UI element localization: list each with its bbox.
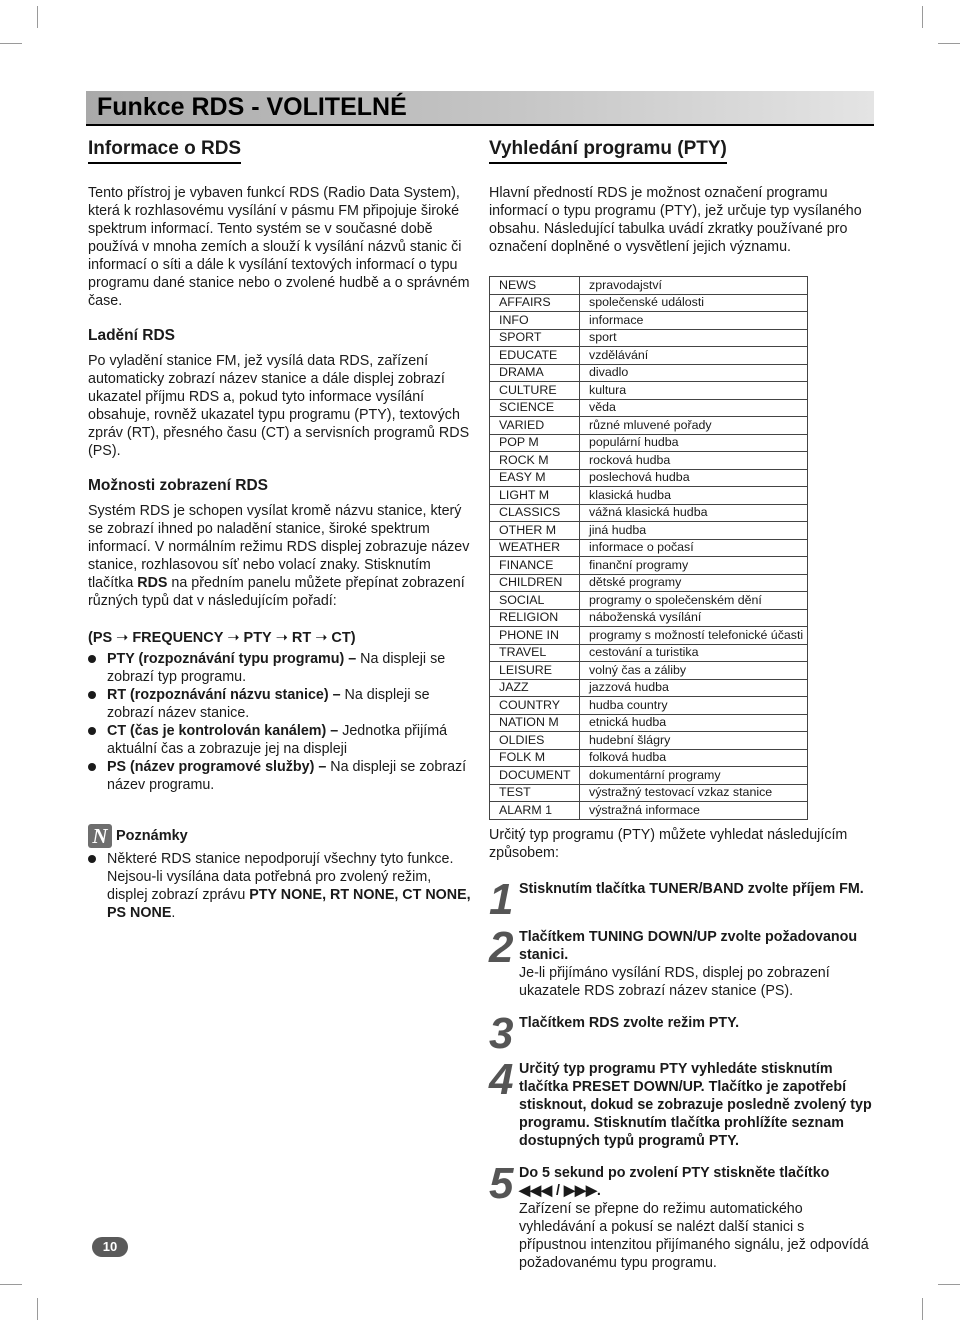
rds-tuning-text: Po vyladění stanice FM, jež vysílá data RDS, zařízení automaticky zobrazí název stanice a dále displej zobrazí ukazatel příjmu RDS a, pokud tyto informace vysílání obsahuje, rovněž ukazatel typu programu (PTY), textových zpráv (RT), přesného času (CT) a servisních programů RDS (PS). bbox=[88, 353, 470, 459]
pty-code: EDUCATE bbox=[490, 347, 580, 365]
arrow-right-icon: ➝ bbox=[275, 630, 288, 646]
arrow-right-icon: ➝ bbox=[315, 630, 328, 646]
table-row bbox=[490, 522, 808, 540]
pty-description: dětské programy bbox=[580, 574, 808, 592]
table-row bbox=[490, 714, 808, 732]
pty-code: ALARM 1 bbox=[490, 802, 580, 820]
crop-mark bbox=[37, 1298, 38, 1320]
step-1: 1 Stisknutím tlačítka TUNER/BAND zvolte příjem FM. bbox=[489, 874, 864, 924]
pty-description: hudební šlágry bbox=[580, 732, 808, 750]
table-row bbox=[490, 749, 808, 767]
list-item: RT (rozpoznávání názvu stanice) – Na displeji se zobrazí název stanice. bbox=[88, 686, 472, 722]
pty-code: VARIED bbox=[490, 417, 580, 435]
table-row bbox=[490, 679, 808, 697]
crop-mark bbox=[37, 6, 38, 28]
pty-description: rocková hudba bbox=[580, 452, 808, 470]
table-row bbox=[490, 347, 808, 365]
pty-code: FINANCE bbox=[490, 557, 580, 575]
display-sequence: (PS ➝ FREQUENCY ➝ PTY ➝ RT ➝ CT) bbox=[88, 630, 356, 646]
table-row bbox=[490, 452, 808, 470]
table-row bbox=[490, 504, 808, 522]
table-row bbox=[490, 609, 808, 627]
table-row bbox=[490, 697, 808, 715]
crop-mark bbox=[0, 43, 22, 44]
pty-description: poslechová hudba bbox=[580, 469, 808, 487]
table-row bbox=[490, 539, 808, 557]
pty-code: NEWS bbox=[490, 277, 580, 295]
pty-code: JAZZ bbox=[490, 679, 580, 697]
pty-code: POP M bbox=[490, 434, 580, 452]
pty-heading: Vyhledání programu (PTY) bbox=[489, 136, 727, 164]
pty-description: volný čas a záliby bbox=[580, 662, 808, 680]
pty-description: programy s možností telefonické účasti bbox=[580, 627, 808, 645]
pty-code: OTHER M bbox=[490, 522, 580, 540]
crop-mark bbox=[922, 6, 923, 28]
pty-description: divadlo bbox=[580, 364, 808, 382]
pty-code: PHONE IN bbox=[490, 627, 580, 645]
pty-description: společenské události bbox=[580, 294, 808, 312]
pty-description: výstražná informace bbox=[580, 802, 808, 820]
table-row bbox=[490, 364, 808, 382]
mode-list bbox=[88, 650, 472, 794]
pty-description: zpravodajství bbox=[580, 277, 808, 295]
page-number: 10 bbox=[92, 1237, 128, 1257]
pty-description: vzdělávání bbox=[580, 347, 808, 365]
pty-description: populární hudba bbox=[580, 434, 808, 452]
crop-mark bbox=[938, 43, 960, 44]
skip-buttons-icon: ◀◀◀ / ▶▶▶. bbox=[519, 1182, 601, 1199]
table-row bbox=[490, 767, 808, 785]
table-row bbox=[490, 487, 808, 505]
title-bar bbox=[86, 91, 874, 126]
step-4: 4 Určitý typ programu PTY vyhledáte stisknutím tlačítka PRESET DOWN/UP. Tlačítko je zapotřebí stisknout, dokud se zobrazuje posledně zvolený typ programu. Stisknutím tlačítka prohlížíte seznam dostupných typů programů PTY. bbox=[489, 1054, 872, 1149]
table-row bbox=[490, 627, 808, 645]
pty-description: cestování a turistika bbox=[580, 644, 808, 662]
pty-code: INFO bbox=[490, 312, 580, 330]
page-title: Funkce RDS - VOLITELNÉ bbox=[97, 93, 407, 121]
table-row bbox=[490, 277, 808, 295]
rds-tuning-heading: Ladění RDS bbox=[88, 327, 175, 344]
list-item: PS (název programové služby) – Na displeji se zobrazí název programu. bbox=[88, 758, 472, 794]
pty-code: CHILDREN bbox=[490, 574, 580, 592]
pty-code: NATION M bbox=[490, 714, 580, 732]
pty-code: AFFAIRS bbox=[490, 294, 580, 312]
pty-code: TRAVEL bbox=[490, 644, 580, 662]
pty-description: finanční programy bbox=[580, 557, 808, 575]
pty-description: náboženská vysílání bbox=[580, 609, 808, 627]
pty-code: LEISURE bbox=[490, 662, 580, 680]
pty-description: programy o společenském dění bbox=[580, 592, 808, 610]
table-row bbox=[490, 557, 808, 575]
pty-description: vážná klasická hudba bbox=[580, 504, 808, 522]
table-row bbox=[490, 382, 808, 400]
table-row bbox=[490, 329, 808, 347]
rds-info-heading: Informace o RDS bbox=[88, 136, 241, 164]
pty-description: informace o počasí bbox=[580, 539, 808, 557]
notes-label: Poznámky bbox=[116, 828, 188, 844]
pty-code: SOCIAL bbox=[490, 592, 580, 610]
notes-box bbox=[88, 824, 472, 922]
pty-intro-text: Hlavní předností RDS je možnost označení programu informací o typu programu (PTY), jež určuje typ vysílaného obsahu. Následující tabulka uvádí zkratky používané pro označení doplněné o vysvětlení jejich významu. bbox=[489, 185, 862, 255]
pty-description: hudba country bbox=[580, 697, 808, 715]
table-row bbox=[490, 784, 808, 802]
pty-code: CLASSICS bbox=[490, 504, 580, 522]
arrow-right-icon: ➝ bbox=[227, 630, 240, 646]
step-5: 5 Do 5 sekund po zvolení PTY stiskněte tlačítko ◀◀◀ / ▶▶▶. Zařízení se přepne do režimu automatického vyhledávání a pokusí se nalézt další stanici s přípustnou intenzitou přijímaného signálu, jež odpovídá požadovanému typu programu. bbox=[489, 1158, 869, 1271]
pty-code: RELIGION bbox=[490, 609, 580, 627]
crop-mark bbox=[0, 1284, 22, 1285]
pty-description: různé mluvené pořady bbox=[580, 417, 808, 435]
pty-table bbox=[489, 276, 808, 820]
right-column bbox=[489, 136, 873, 1272]
pty-code: FOLK M bbox=[490, 749, 580, 767]
table-row bbox=[490, 574, 808, 592]
pty-description: výstražný testovací vzkaz stanice bbox=[580, 784, 808, 802]
pty-code: ROCK M bbox=[490, 452, 580, 470]
pty-description: dokumentární programy bbox=[580, 767, 808, 785]
rds-intro-text: Tento přístroj je vybaven funkcí RDS (Radio Data System), která k rozhlasovému vysílání v pásmu FM připojuje široké spektrum informací. Tento systém se v současné době používá v mnoha zemích a slouží k vysílání názvů stanic či informací o síti a dále k vysílání textových informací o typu programu dané stanice nebo o zvolené hudbě a o správném čase. bbox=[88, 185, 470, 309]
pty-description: sport bbox=[580, 329, 808, 347]
table-row bbox=[490, 417, 808, 435]
list-item: Některé RDS stanice nepodporují všechny tyto funkce. Nejsou-li vysílána data potřebná pro zvolený režim, displej zobrazí zprávu PTY NONE, RT NONE, CT NONE, PS NONE. bbox=[88, 850, 472, 922]
pty-code: CULTURE bbox=[490, 382, 580, 400]
note-icon: N bbox=[88, 824, 112, 848]
rds-display-heading: Možnosti zobrazení RDS bbox=[88, 477, 268, 494]
list-item: CT (čas je kontrolován kanálem) – Jednotka přijímá aktuální čas a zobrazuje jej na displeji bbox=[88, 722, 472, 758]
pty-description: věda bbox=[580, 399, 808, 417]
table-row bbox=[490, 592, 808, 610]
pty-code: TEST bbox=[490, 784, 580, 802]
rds-display-text: Systém RDS je schopen vysílat kromě názvu stanice, který se zobrazí ihned po naladění stanice, široké spektrum informací. V normálním režimu RDS displej zobrazuje název stanice, rozhlasovou síť nebo volací znaky. Stisknutím tlačítka RDS na předním panelu můžete přepínat zobrazení různých typů dat v následujícím pořadí: bbox=[88, 503, 470, 609]
table-row bbox=[490, 662, 808, 680]
list-item: PTY (rozpoznávání typu programu) – Na displeji se zobrazí typ programu. bbox=[88, 650, 472, 686]
table-row bbox=[490, 732, 808, 750]
pty-code: DRAMA bbox=[490, 364, 580, 382]
left-column bbox=[88, 136, 472, 922]
pty-description: informace bbox=[580, 312, 808, 330]
table-row bbox=[490, 469, 808, 487]
table-row bbox=[490, 312, 808, 330]
pty-description: etnická hudba bbox=[580, 714, 808, 732]
pty-code: WEATHER bbox=[490, 539, 580, 557]
table-row bbox=[490, 802, 808, 820]
pty-description: jiná hudba bbox=[580, 522, 808, 540]
pty-code: SCIENCE bbox=[490, 399, 580, 417]
pty-code: COUNTRY bbox=[490, 697, 580, 715]
arrow-right-icon: ➝ bbox=[116, 630, 129, 646]
step-2: 2 Tlačítkem TUNING DOWN/UP zvolte požadovanou stanici. Je-li přijímáno vysílání RDS, displej po zobrazení ukazatele RDS zobrazí název stanice (PS). bbox=[489, 922, 858, 999]
step-3: 3 Tlačítkem RDS zvolte režim PTY. bbox=[489, 1008, 740, 1058]
pty-description: folková hudba bbox=[580, 749, 808, 767]
pty-description: jazzová hudba bbox=[580, 679, 808, 697]
pty-code: DOCUMENT bbox=[490, 767, 580, 785]
pty-code: LIGHT M bbox=[490, 487, 580, 505]
pty-code: OLDIES bbox=[490, 732, 580, 750]
table-row bbox=[490, 399, 808, 417]
pty-description: kultura bbox=[580, 382, 808, 400]
table-row bbox=[490, 434, 808, 452]
crop-mark bbox=[938, 1284, 960, 1285]
pty-description: klasická hudba bbox=[580, 487, 808, 505]
table-row bbox=[490, 294, 808, 312]
pty-code: SPORT bbox=[490, 329, 580, 347]
pty-code: EASY M bbox=[490, 469, 580, 487]
table-row bbox=[490, 644, 808, 662]
pty-search-intro: Určitý typ programu (PTY) můžete vyhledat následujícím způsobem: bbox=[489, 826, 848, 861]
crop-mark bbox=[922, 1298, 923, 1320]
